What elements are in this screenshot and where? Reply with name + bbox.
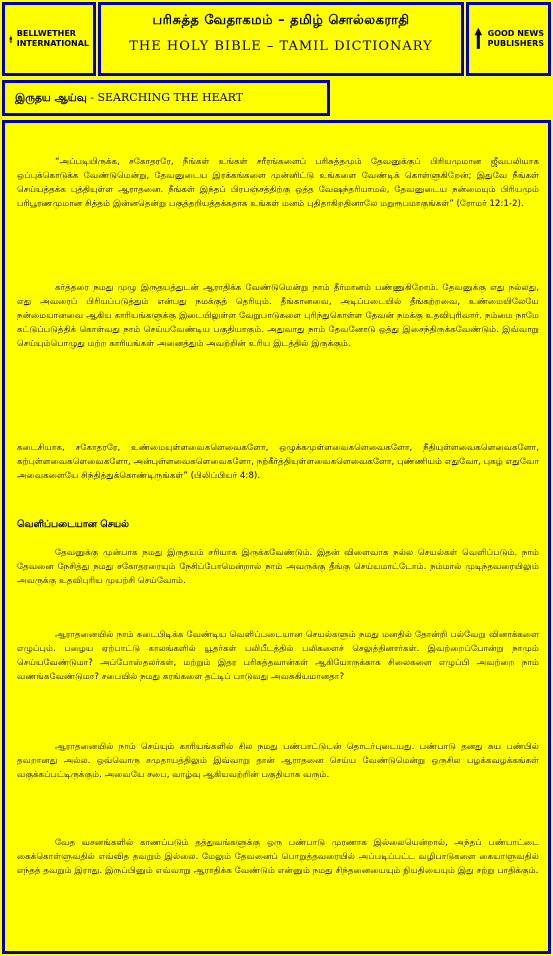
bellwether-line1: BELLWETHER [16,29,76,38]
section-header [2,80,330,116]
bellwether-logo-icon [9,22,13,56]
content-panel [2,120,551,954]
paragraph-3: கடைசியாக, சகோதரரே, உண்மையுள்ளவைகளெவைகளோ, ஒழுக்கமுள்ளவைகளெவைகளோ, நீதியுள்ளவைகளெவைகளோ, கற்புள்ளவைகளெவைகளோ, அன்புள்ளவைகளெவைகளோ, நற்கீர்த்தியுள்ளவைகளெவைகளோ, புண்ணியம் எதுவோ, புகழ் எதுவோ அவைகளையே சிந்தித்துக்கொண்டிருங்கள்” (பிலிப்பியர் 4:8). [17,443,539,481]
title-tamil: பரிசுத்த வேதாகமம் – தமிழ் சொல்லகராதி [152,13,410,28]
good-news-logo [466,2,551,76]
title-banner [98,2,464,76]
good-news-line2: PUBLISHERS [487,39,544,48]
paragraph-5: ஆராதனையில் நாம் கடைபிடிக்க வேண்டிய வெளிப்படையான செயல்களும் நமது மனதில் தோன்றி பல்வேறு வினாக்களை எழுப்பும். பழைய ஏற்பாட்டு காலங்களில் யூதர்கள் பலிபீடத்தில் பலிகளைச் செலுத்தினார்கள். இவற்றைப்போன்று நாமும் செய்யவேண்டுமா? அப்போஸ்தலர்கள், மற்றும் இதர பரிசுத்தவான்கள் ஆகியோருக்காக சிலைகளை எழுப்பி அவற்றை நாம் வணங்கவேண்டுமா? சபையில் நமது கரங்களை தட்டிப் பாடுவது அவசுகியமானதா? [17,630,539,682]
paragraph-4: தேவனுக்கு முன்பாக நமது இருதயம் சரியாக இருக்கவேண்டும். இதன் விளைவாக நல்ல செயல்கள் வெளிப்படும். நாம் தேவனை நேசித்து நமது சகோதரரையும் நேசிப்போமென்றால் நாம் அவருக்கு தீங்கு செய்யமாட்டோம். நம்மால் முடிந்தவரையிலும் அவருக்கு உதவிபுரிய முயற்சி செய்வோம். [17,548,539,586]
paragraph-6: ஆராதனையில் நாம் செய்யும் காரியங்களில் சில நமது பண்பாட்டுடன் தொடர்புடையது. பண்பாடு தனது சுய பண்பில் தவறானது அல்ல. ஒவ்வொரு சமுதாயத்திலும் இவ்வாறு தான் ஆராதனை செய்ய வேண்டுமென்று ஒருசில பழக்கவழக்கங்கள் வகுக்கப்பட்டிருக்கும். அவையே சபை, வாழ்வு ஆகியவற்றின் பகுதியாக வரும். [17,742,539,780]
bellwether-logo [2,2,96,76]
good-news-logo-icon [473,22,484,56]
good-news-line1: GOOD NEWS [487,29,544,38]
bellwether-line2: INTERNATIONAL [16,39,89,48]
section-title-english: - SEARCHING THE HEART [86,91,243,104]
section-title-tamil: இருதய ஆய்வு [15,92,87,104]
subheading: வெளிப்படையான செயல் [17,519,129,530]
paragraph-2: கர்த்தரை நமது முழு இருதயத்துடன் ஆராதிக்க வேண்டுமென்று நாம் தீர்மானம் பண்ணுகிறோம். தேவனுக்கு எது நல்லது, எது அவரைப் பிரியப்படுத்தும் என்பது நமக்குத் தெரியும். தீங்கானவை, அடிப்படையில் தீங்கற்றவை, உண்மையிலேயே நன்மையானவை ஆகிய காரியங்களுக்கு இடையிலுள்ள வேறுபாடுகளை புரிந்துகொள்ள தேவன் நமக்கு உதவிபுரிவார். நம்மை நாமே கட்டுப்படுத்திக் கொள்வது நாம் செய்யவேண்டிய பகுதியாகும். அதுவாது நாம் தேவனோடு ஒத்து இசைந்திருக்கவேண்டும். இவ்வாறு செய்யும்பொழுது மற்ற காரியங்கள் அனைத்தும் அவற்றின் உரிய இடத்தில் இருக்கும். [17,283,539,349]
title-english: THE HOLY BIBLE – TAMIL DICTIONARY [129,39,433,54]
paragraph-1: “அப்படியிருக்க, சகோதரரே, நீங்கள் உங்கள் சரீரங்களைப் பரிசுத்தமும் தேவனுக்குப் பிரியமுமான ஜீவபலியாக ஒப்புக்கொடுக்க வேண்டுமென்று, தேவனுடைய இரக்கங்களை முன்னிட்டு உங்களை வேண்டிக் கொள்ளுகிறேன்; இதுவே நீங்கள் செய்யத்தக்க புத்தியுள்ள ஆராதனை. நீங்கள் இந்தப் பிரபஞ்சத்திற்கு ஒத்த வேஷந்தரியாமல், தேவனுடைய நன்மையும் பிரியமும் பரிபூரணமுமான சித்தம் இன்னதென்று பகுத்தறியத்தக்கதாக உங்கள் மனம் புதிதாகிறதினாலே மறுரூபமாகுங்கள்” (ரோமர் 12:1-2). [17,157,539,209]
section-title [15,91,243,105]
paragraph-7: வேத வசனங்களில் காணப்படும் தத்துவங்களுக்கு ஒரு பண்பாடு முரணாக இல்லையென்றால், அந்தப் பண்பாட்டை கைக்கொள்ளுவதில் எவ்வித தவறும் இல்லை. மேலும் தேவனைப் பொறுத்தவரையில் அப்படிப்பட்ட வழிபாடுகளை கையாளுவதில் எந்தத் தவறும் இராது. இருப்பினும் எவ்வாறு ஆராதிக்க வேண்டும் என்னும் நமது சிந்தனையையும் நியதியையும் இது சற்று பாதிக்கும். [17,838,539,876]
